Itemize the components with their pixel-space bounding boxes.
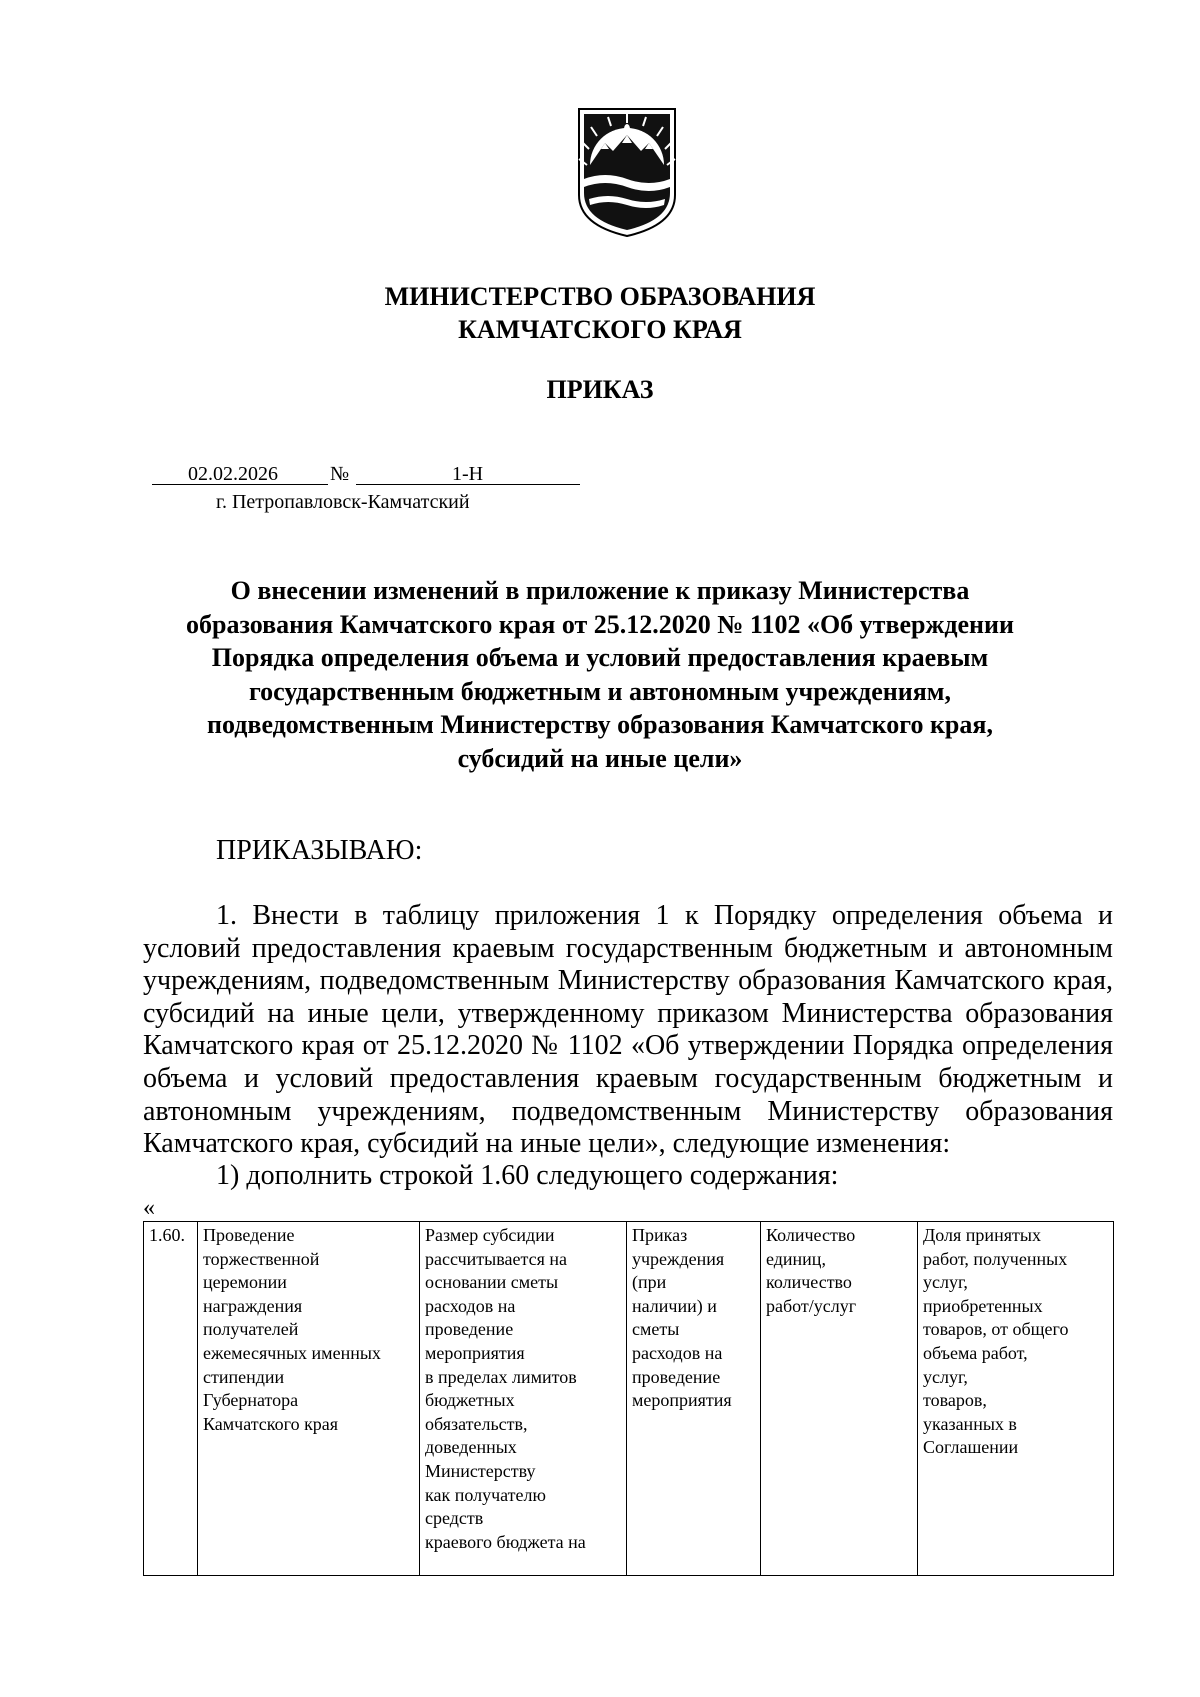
cell-line: средств [425, 1508, 484, 1529]
document-city: г. Петропавловск-Камчатский [216, 491, 470, 513]
cell-line: бюджетных [425, 1390, 515, 1411]
decree-word: ПРИКАЗЫВАЮ: [216, 835, 423, 866]
cell-line: расходов на [425, 1295, 516, 1316]
document-number: 1-Н [452, 463, 484, 485]
cell-line: услуг, [923, 1272, 968, 1293]
cell-line: приобретенных [923, 1295, 1043, 1316]
cell-line: стипендии [203, 1366, 285, 1387]
cell-line: как получателю [425, 1484, 546, 1505]
paragraph-2: 1) дополнить строкой 1.60 следующего содержания: [216, 1160, 839, 1191]
cell-line: сметы [632, 1319, 680, 1340]
cell-line: товаров, [923, 1390, 987, 1411]
cell-line: (при [632, 1272, 667, 1293]
cell-line: Размер субсидии [425, 1225, 555, 1245]
paragraph-1 [143, 900, 1113, 1161]
number-sign: № [330, 463, 350, 485]
cell-line: Проведение [203, 1225, 295, 1245]
cell-line: торжественной [203, 1248, 320, 1269]
documents-cell [627, 1222, 761, 1576]
cell-line: наличии) и [632, 1295, 717, 1316]
title-line: Порядка определения объема и условий предоставления краевым [211, 643, 989, 672]
cell-line: товаров, от общего [923, 1319, 1069, 1340]
cell-line: объема работ, [923, 1342, 1028, 1363]
amendment-table [143, 1221, 1114, 1576]
cell-line: в пределах лимитов [425, 1366, 577, 1387]
paragraph-line: субсидий на иные цели, утвержденному приказом Министерства образования [143, 997, 1113, 1029]
share-cell [918, 1222, 1114, 1576]
paragraph-line: объема и условий предоставления краевым государственным бюджетным и [143, 1062, 1113, 1094]
table-row [144, 1222, 1114, 1576]
title-line: О внесении изменений в приложение к приказу Министерства [230, 576, 970, 605]
row-number-cell [144, 1222, 198, 1576]
title-line: субсидий на иные цели» [457, 743, 743, 773]
row-number: 1.60. [149, 1225, 185, 1245]
cell-line: церемонии [203, 1272, 287, 1293]
title-line: подведомственным Министерству образования Камчатского края, [207, 710, 993, 739]
paragraph-line: автономным учреждениям, подведомственным Министерству образования [143, 1095, 1113, 1127]
paragraph-line: Камчатского края от 25.12.2020 № 1102 «Об утверждении Порядка определения [143, 1030, 1113, 1062]
ministry-name-line2: КАМЧАТСКОГО КРАЯ [458, 315, 742, 344]
cell-line: Приказ [632, 1225, 688, 1245]
cell-line: работ, полученных [923, 1248, 1068, 1269]
event-name-cell [198, 1222, 420, 1576]
cell-line: Министерству [425, 1460, 536, 1481]
cell-line: доведенных [425, 1437, 517, 1458]
ministry-name-line1: МИНИСТЕРСТВО ОБРАЗОВАНИЯ [384, 282, 816, 311]
cell-line: Камчатского края [203, 1413, 339, 1434]
cell-line: услуг, [923, 1366, 968, 1387]
document-type-heading: ПРИКАЗ [546, 375, 654, 404]
paragraph-line: условий предоставления краевым государственным бюджетным и автономным [143, 932, 1113, 964]
cell-line: Губернатора [203, 1390, 299, 1411]
cell-line: мероприятия [425, 1342, 525, 1363]
quantity-cell [761, 1222, 918, 1576]
opening-quote-mark: « [143, 1195, 155, 1221]
cell-line: количество [766, 1272, 852, 1293]
title-line: государственным бюджетным и автономным учреждениям, [249, 676, 951, 706]
paragraph-line: учреждениям, подведомственным Министерству образования Камчатского края, [143, 965, 1113, 997]
cell-line: указанных в [923, 1413, 1017, 1434]
cell-line: единиц, [766, 1248, 826, 1269]
cell-line: краевого бюджета на [425, 1531, 586, 1552]
cell-line: расходов на [632, 1342, 723, 1363]
cell-line: Соглашении [923, 1437, 1019, 1458]
paragraph-line: Камчатского края, субсидий на иные цели», следующие изменения: [143, 1128, 951, 1160]
document-date: 02.02.2026 [188, 463, 278, 485]
cell-line: Количество [766, 1225, 856, 1245]
cell-line: рассчитывается на [425, 1248, 567, 1269]
cell-line: обязательств, [425, 1413, 528, 1434]
cell-line: работ/услуг [766, 1295, 857, 1316]
kamchatka-coat-of-arms-icon [575, 107, 679, 238]
document-title [150, 574, 1050, 775]
cell-line: ежемесячных именных [203, 1342, 381, 1363]
cell-line: получателей [203, 1319, 299, 1340]
cell-line: учреждения [632, 1248, 725, 1269]
cell-line: награждения [203, 1295, 303, 1316]
cell-line: основании сметы [425, 1272, 559, 1293]
cell-line: проведение [632, 1366, 721, 1387]
cell-line: мероприятия [632, 1390, 732, 1411]
cell-line: Доля принятых [923, 1225, 1041, 1245]
cell-line: проведение [425, 1319, 514, 1340]
subsidy-size-cell [420, 1222, 627, 1576]
title-line: образования Камчатского края от 25.12.2020 № 1102 «Об утверждении [186, 609, 1014, 639]
paragraph-line: 1. Внести в таблицу приложения 1 к Порядку определения объема и [216, 900, 1113, 931]
